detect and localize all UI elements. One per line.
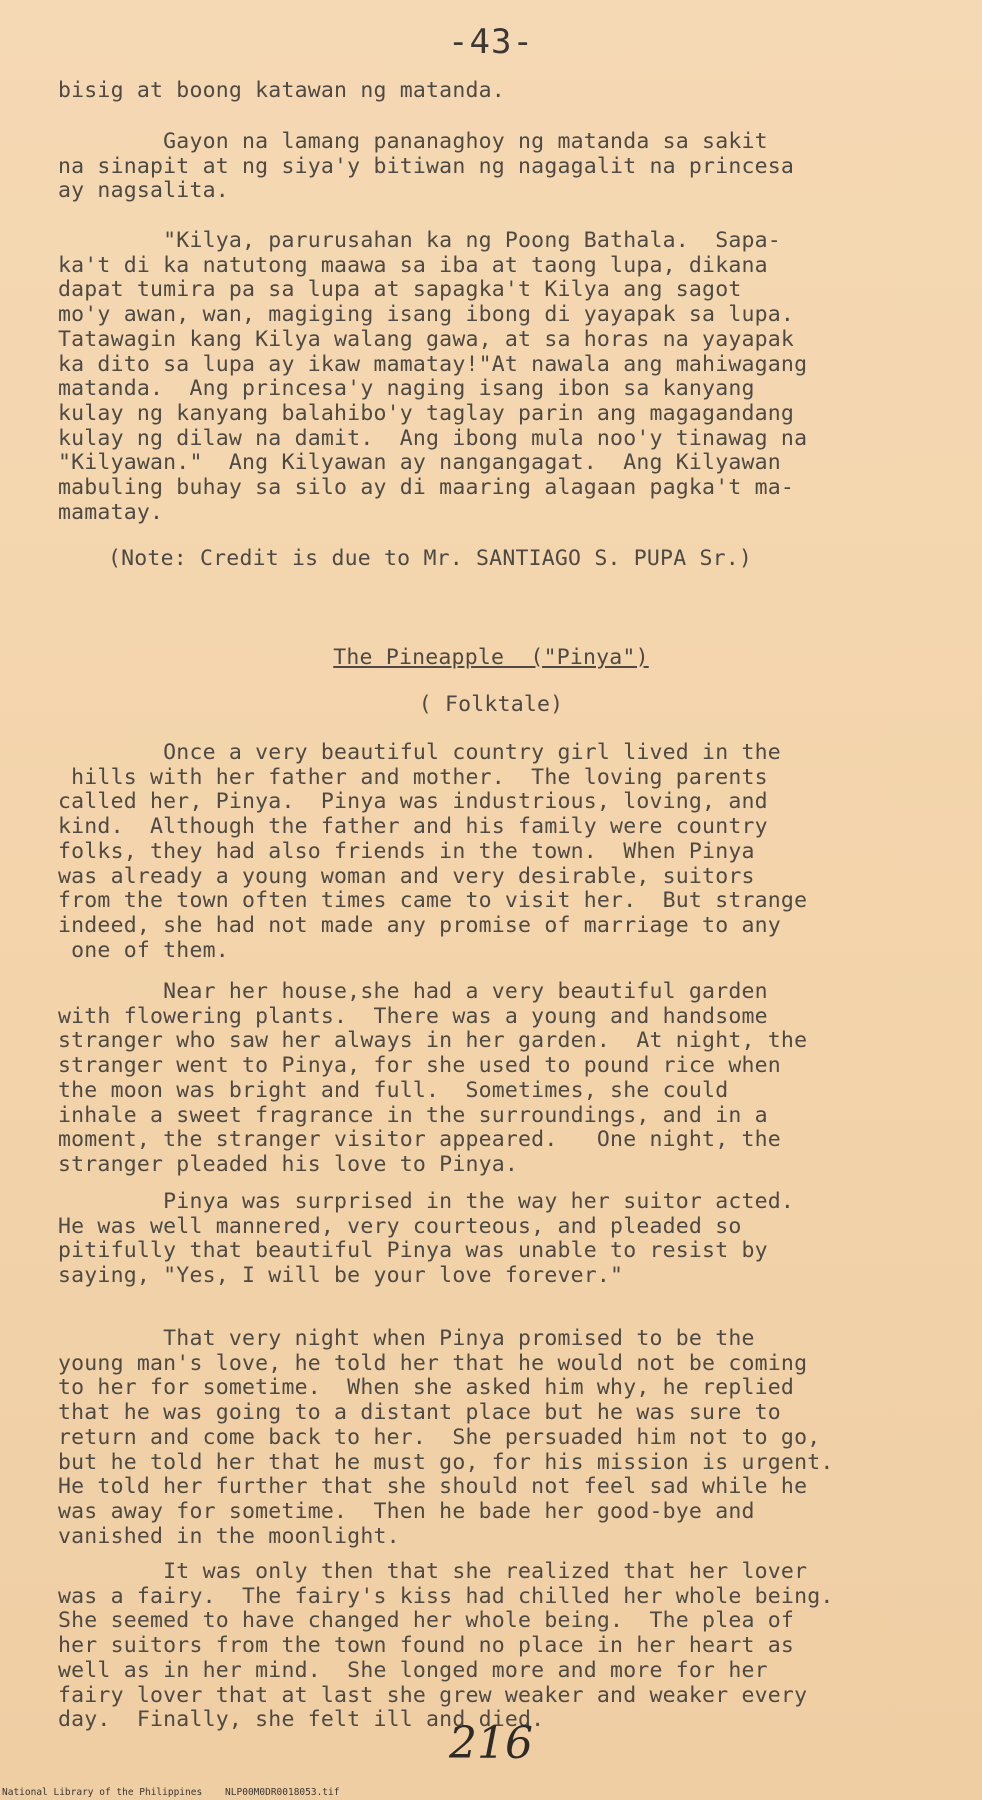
paragraph-intro (58, 741, 938, 963)
text-line: It was only then that she realized that her lover (58, 1559, 808, 1584)
text-line: Once a very beautiful country girl lived in the (58, 740, 781, 765)
text-line: was away for sometime. Then he bade her good-bye and (58, 1498, 755, 1524)
text-line: dapat tumira pa sa lupa at sapagka't Kilya ang sagot (58, 277, 742, 303)
archive-footer: National Library of the Philippines NLP00M0DR0018053.tif (2, 1787, 340, 1798)
paragraph-departure (58, 1327, 938, 1549)
text-line: saying, "Yes, I will be your love forever." (58, 1263, 624, 1289)
text-line: return and come back to her. She persuaded him not to go, (58, 1424, 821, 1450)
text-line: mamatay. (58, 499, 164, 525)
story-title: The Pineapple ("Pinya") (333, 645, 649, 670)
story-subtitle: ( Folktale) (418, 692, 564, 717)
paragraph-surprise (58, 1190, 938, 1289)
text-line: mo'y awan, wan, magiging isang ibong di yayapak sa lupa. (58, 302, 795, 328)
text-line: that he was going to a distant place but he was sure to (58, 1400, 781, 1426)
text-line: folks, they had also friends in the town. When Pinya (58, 838, 755, 864)
text-line: mabuling buhay sa silo ay di maaring alagaan pagka't ma- (58, 475, 795, 501)
text-line: matanda. Ang princesa'y naging isang ibon sa kanyang (58, 376, 755, 402)
text-line: to her for sometime. When she asked him why, he replied (58, 1375, 795, 1401)
text-line: That very night when Pinya promised to be the (58, 1326, 755, 1351)
paragraph-curse (58, 229, 938, 525)
credit-note: (Note: Credit is due to Mr. SANTIAGO S. PUPA Sr.) (108, 546, 753, 571)
text-line: Near her house,she had a very beautiful garden (58, 979, 768, 1004)
text-line: was already a young woman and very desirable, suitors (58, 863, 755, 889)
paragraph-lament (58, 130, 938, 204)
text-line: hills with her father and mother. The loving parents (58, 764, 768, 790)
text-line: "Kilyawan." Ang Kilyawan ay nangangagat. Ang Kilyawan (58, 450, 781, 476)
text-line: but he told her that he must go, for his mission is urgent. (58, 1449, 834, 1475)
text-line: fairy lover that at last she grew weaker and weaker every (58, 1682, 808, 1708)
text-line: moment, the stranger visitor appeared. One night, the (58, 1127, 781, 1153)
text-line: one of them. (58, 937, 229, 963)
text-line: She seemed to have changed her whole being. The plea of (58, 1608, 795, 1634)
text-line: well as in her mind. She longed more and more for her (58, 1657, 768, 1683)
handwritten-page-number: 216 (449, 1718, 533, 1769)
text-line: bisig at boong katawan ng matanda. (58, 78, 505, 103)
text-line: the moon was bright and full. Sometimes, she could (58, 1077, 729, 1103)
text-line: day. Finally, she felt ill and died. (58, 1707, 545, 1733)
text-line: ka't di ka natutong maawa sa iba at taong lupa, dikana (58, 252, 768, 278)
text-line: stranger who saw her always in her garden. At night, the (58, 1028, 808, 1054)
text-line: kulay ng dilaw na damit. Ang ibong mula noo'y tinawag na (58, 425, 808, 451)
text-line: ay nagsalita. (58, 178, 229, 204)
text-line: inhale a sweet fragrance in the surroundings, and in a (58, 1102, 768, 1128)
text-line: pitifully that beautiful Pinya was unable to resist by (58, 1238, 768, 1264)
text-line: with flowering plants. There was a young and handsome (58, 1003, 768, 1029)
text-line: na sinapit at ng siya'y bitiwan ng nagagalit na princesa (58, 153, 795, 179)
text-line: Tatawagin kang Kilya walang gawa, at sa horas na yayapak (58, 326, 795, 352)
text-line: stranger went to Pinya, for she used to pound rice when (58, 1053, 781, 1079)
paragraph-fairy (58, 1560, 938, 1733)
paragraph-continuation (58, 79, 938, 104)
text-line: ka dito sa lupa ay ikaw mamatay!"At nawala ang mahiwagang (58, 351, 808, 377)
text-line: He told her further that she should not feel sad while he (58, 1474, 808, 1500)
text-line: young man's love, he told her that he would not be coming (58, 1350, 808, 1376)
text-line: stranger pleaded his love to Pinya. (58, 1151, 519, 1177)
text-line: kulay ng kanyang balahibo'y taglay parin ang magagandang (58, 400, 795, 426)
text-line: vanished in the moonlight. (58, 1523, 400, 1549)
text-line: was a fairy. The fairy's kiss had chilled her whole being. (58, 1583, 834, 1609)
text-line: called her, Pinya. Pinya was industrious, loving, and (58, 789, 768, 815)
text-line: kind. Although the father and his family were country (58, 814, 768, 840)
text-line: her suitors from the town found no place in her heart as (58, 1633, 795, 1659)
text-line: Pinya was surprised in the way her suitor acted. (58, 1189, 795, 1214)
text-line: He was well mannered, very courteous, and pleaded so (58, 1213, 742, 1239)
text-line: "Kilya, parurusahan ka ng Poong Bathala. Sapa- (58, 228, 781, 253)
paragraph-garden (58, 980, 938, 1178)
text-line: Gayon na lamang pananaghoy ng matanda sa sakit (58, 129, 768, 154)
page-number: -43- (448, 22, 534, 62)
text-line: indeed, she had not made any promise of marriage to any (58, 912, 781, 938)
text-line: from the town often times came to visit her. But strange (58, 888, 808, 914)
